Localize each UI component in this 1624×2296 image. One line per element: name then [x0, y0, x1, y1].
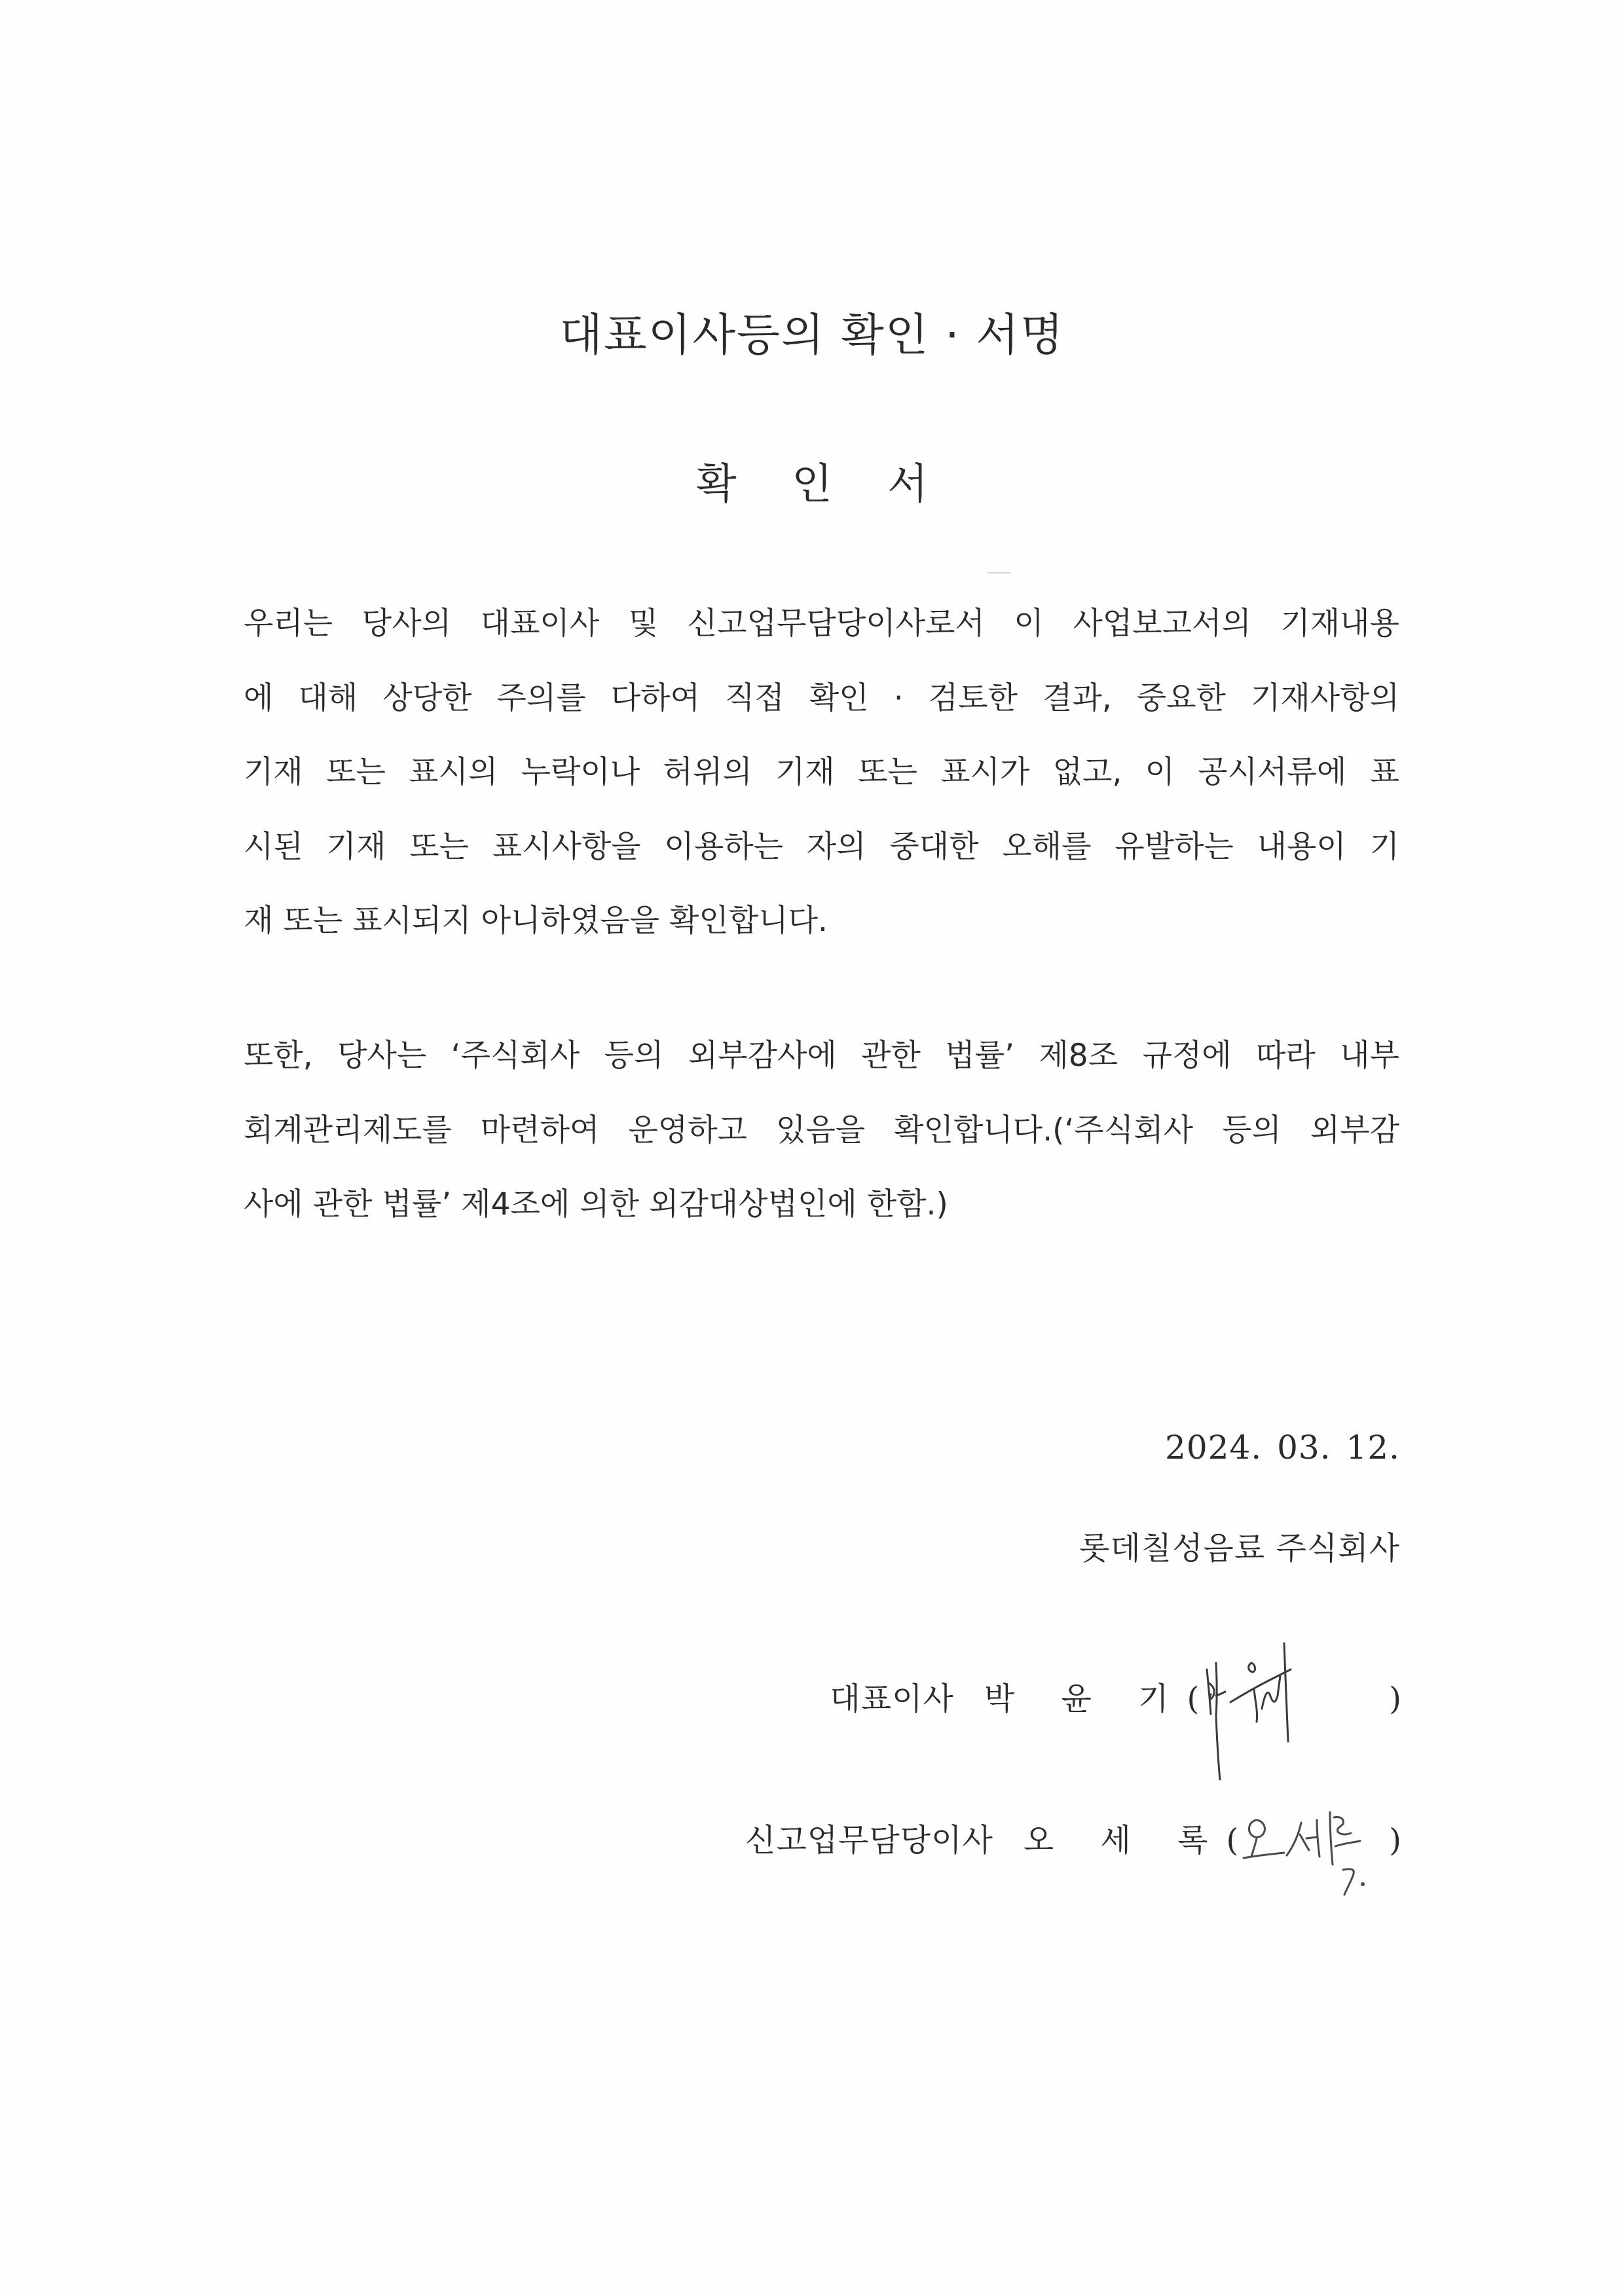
internal-control-paragraph [244, 1019, 1399, 1242]
document-date: 2024. 03. 12. [1165, 1429, 1400, 1467]
paragraph-line: 우리는 당사의 대표이사 및 신고업무담당이사로서 이 사업보고서의 기재내용 [244, 606, 1399, 642]
document-title: 대표이사등의 확인 · 서명 [559, 310, 1065, 361]
paragraph-line: 또한, 당사는 ‘주식회사 등의 외부감사에 관한 법률’ 제8조 규정에 따라 내부 [244, 1038, 1399, 1074]
paragraph-line: 시된 기재 또는 표시사항을 이용하는 자의 중대한 오해를 유발하는 내용이 기 [244, 828, 1399, 865]
paragraph-line: 에 대해 상당한 주의를 다하여 직접 확인 · 검토한 결과, 중요한 기재사항의 [244, 680, 1399, 716]
signer-ceo [830, 1676, 1401, 1722]
company-name: 롯데칠성음료 주식회사 [1079, 1530, 1400, 1567]
document-subtitle: 확 인 서 [695, 460, 929, 509]
open-paren: ( [1226, 1822, 1239, 1859]
paragraph-line: 회계관리제도를 마련하여 운영하고 있음을 확인합니다.(‘주식회사 등의 외부감 [244, 1112, 1399, 1148]
confirmation-paragraph [244, 587, 1399, 958]
scan-artifact [987, 572, 1011, 574]
signer-disclosure-officer [745, 1817, 1401, 1863]
paragraph-line: 기재 또는 표시의 누락이나 허위의 기재 또는 표시가 없고, 이 공시서류에 표 [244, 754, 1399, 790]
signer-role: 대표이사 [830, 1681, 954, 1717]
signer-name: 박 윤 기 [984, 1681, 1187, 1717]
open-paren: ( [1187, 1681, 1200, 1717]
paragraph-line: 재 또는 표시되지 아니하였음을 확인합니다. [244, 903, 828, 939]
signer-name: 오 세 록 [1023, 1822, 1227, 1859]
signature-icon [1238, 1817, 1389, 1863]
close-paren: ) [1389, 1822, 1401, 1859]
signer-role: 신고업무담당이사 [745, 1822, 993, 1859]
close-paren: ) [1389, 1681, 1401, 1717]
paragraph-line: 사에 관한 법률’ 제4조에 의한 외감대상법인에 한함.) [244, 1186, 948, 1222]
signature-icon [1199, 1676, 1389, 1722]
